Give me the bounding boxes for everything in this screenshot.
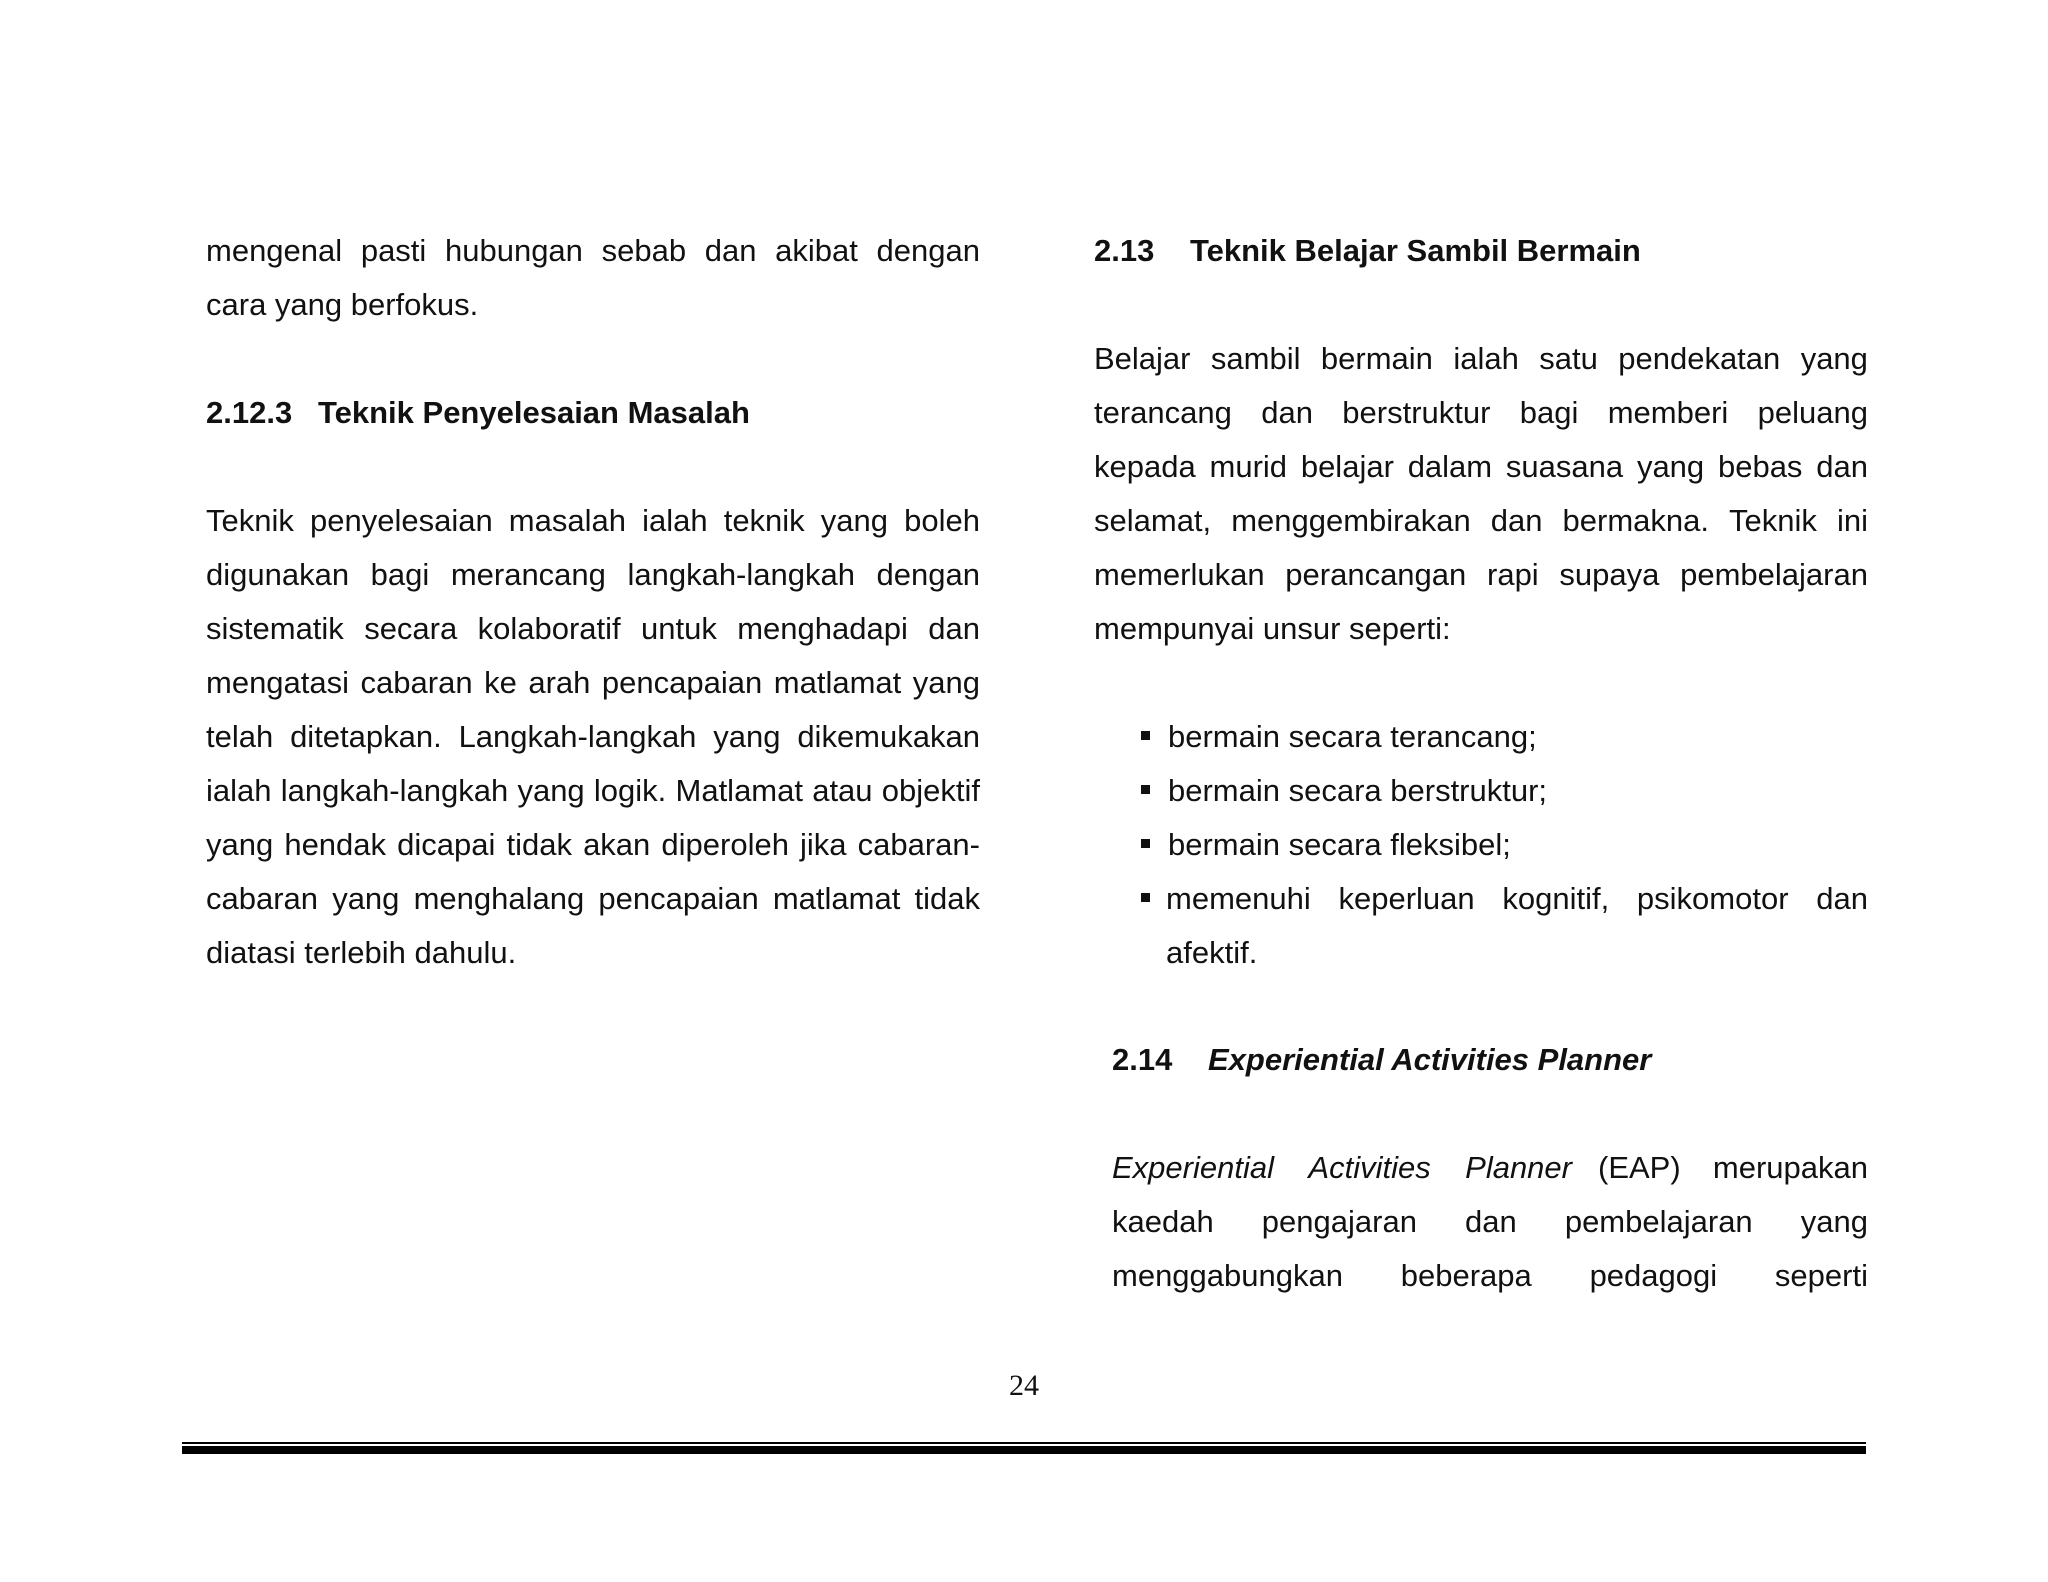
paragraph-line [1094,555,1868,595]
paragraph-line [1112,1148,1868,1188]
section-title: Teknik Penyelesaian Masalah [318,395,750,430]
eap-line-rest [1598,1148,1868,1188]
word: pembelajaran [1680,557,1868,592]
word: kepada [1094,449,1196,484]
word: kognitif, [1502,881,1610,916]
word: akan [583,827,651,862]
word: atau [812,773,873,808]
paragraph-line [206,663,980,703]
footer-rule-thin [182,1442,1866,1444]
word: jika [800,827,847,862]
word: tidak [506,827,572,862]
word: dengan [876,233,980,268]
word: pencapaian [598,881,759,916]
word: dalam [1407,449,1493,484]
word: dan [1261,395,1313,430]
word: keperluan [1338,881,1475,916]
continuation-line-2: cara yang berfokus. [206,287,479,322]
bullet-square-icon [1141,785,1150,794]
word: objektif [881,773,980,808]
paragraph-line [206,825,980,865]
word: menggabungkan [1112,1258,1343,1293]
section-title: Experiential Activities Planner [1208,1042,1652,1077]
word: tidak [914,881,980,916]
word: dan [928,611,980,646]
word: memberi [1607,395,1729,430]
word: yang [820,503,889,538]
word: Belajar [1094,341,1191,376]
word: arah [528,665,591,700]
word: menggembirakan [1231,503,1471,538]
paragraph-line [1094,393,1868,433]
paragraph-line: mempunyai unsur seperti: [1094,611,1451,646]
word: yang [1800,1204,1868,1239]
word: langkah-langkah [280,773,509,808]
word: langkah-langkah [627,557,855,592]
word: Planner [1465,1150,1572,1185]
section-number: 2.14 [1112,1042,1173,1077]
word: yang [332,881,400,916]
word: menghalang [413,881,585,916]
word: menghadapi [737,611,908,646]
word: supaya [1559,557,1660,592]
word: dan [1465,1204,1517,1239]
word: bagi [370,557,430,592]
word: Teknik [206,503,294,538]
word: kolaboratif [477,611,621,646]
word: memenuhi [1166,881,1311,916]
word: pencapaian [601,665,763,700]
section-title: Teknik Belajar Sambil Bermain [1190,233,1641,268]
word: belajar [1300,449,1394,484]
paragraph-line [1094,447,1868,487]
word: perancangan [1285,557,1467,592]
word: satu [1539,341,1598,376]
word: dicapai [397,827,496,862]
eap-italic-term [1112,1148,1572,1188]
word: yang [517,773,585,808]
word: dan [704,233,757,268]
list-item: bermain secara berstruktur; [1168,773,1548,808]
word: dan [1816,449,1868,484]
word: yang [206,827,274,862]
bullet-square-icon [1141,839,1150,848]
word: sebab [601,233,687,268]
word: selamat, [1094,503,1212,538]
word: pendekatan [1618,341,1781,376]
word: diperoleh [661,827,789,862]
word: dikemukakan [797,719,980,754]
word: akibat [775,233,858,268]
paragraph-line [1094,339,1868,379]
section-heading-2-14 [1112,1040,1651,1080]
word: Activities [1308,1150,1431,1185]
word: merupakan [1712,1150,1868,1185]
paragraph-line [1094,501,1868,541]
section-number: 2.12.3 [206,395,293,430]
paragraph-line: diatasi terlebih dahulu. [206,935,517,970]
word: pedagogi [1589,1258,1718,1293]
word: hendak [284,827,387,862]
word: beberapa [1400,1258,1532,1293]
continuation-line-1 [206,231,980,271]
word: yang [713,719,781,754]
word: peluang [1757,395,1868,430]
section-heading-2-13 [1094,231,1641,271]
word: matlamat [773,665,902,700]
word: Langkah-langkah [458,719,697,754]
word: telah [206,719,274,754]
word: ke [484,665,517,700]
word: memerlukan [1094,557,1265,592]
word: bermakna. [1562,503,1709,538]
word: digunakan [206,557,350,592]
paragraph-line [206,717,980,757]
word: yang [1636,449,1705,484]
word: logik. [593,773,667,808]
word: Experiential [1112,1150,1274,1185]
word: mengenal [206,233,343,268]
list-item: bermain secara fleksibel; [1168,827,1511,862]
word: hubungan [444,233,583,268]
word: kaedah [1112,1204,1214,1239]
section-number: 2.13 [1094,233,1155,268]
word: seperti [1774,1258,1868,1293]
section-heading-2-12-3 [206,393,750,433]
bullet-square-icon [1141,893,1150,902]
word: bebas [1717,449,1803,484]
word: psikomotor [1636,881,1789,916]
word: murid [1209,449,1288,484]
word: terancang [1094,395,1232,430]
word: pembelajaran [1564,1204,1753,1239]
word: dan [1816,881,1868,916]
word: ini [1836,503,1868,538]
word: merancang [450,557,606,592]
word: secara [364,611,458,646]
word: teknik [723,503,805,538]
list-item: bermain secara terancang; [1168,719,1537,754]
word: yang [1800,341,1868,376]
word: suasana [1505,449,1624,484]
word: pengajaran [1261,1204,1417,1239]
word: boleh [904,503,980,538]
word: yang [912,665,980,700]
word: penyelesaian [309,503,493,538]
word: ditetapkan. [290,719,442,754]
paragraph-line [206,879,980,919]
word: rapi [1487,557,1539,592]
footer-rule-thick [182,1446,1866,1454]
paragraph-line [206,555,980,595]
word: berstruktur [1342,395,1491,430]
word: masalah [508,503,626,538]
word: untuk [641,611,717,646]
word: pasti [360,233,427,268]
word: cabaran- [857,827,980,862]
word: sistematik [206,611,344,646]
list-item-continuation: afektif. [1166,935,1258,970]
word: matlamat [772,881,901,916]
word: dan [1490,503,1543,538]
word: ialah [642,503,708,538]
word: sambil [1210,341,1301,376]
word: bagi [1519,395,1579,430]
word: cabaran [360,665,473,700]
page-number: 24 [1009,1369,1039,1402]
paragraph-line [1112,1202,1868,1242]
bullet-square-icon [1141,731,1150,740]
paragraph-line [206,771,980,811]
word: bermain [1320,341,1433,376]
list-item [1166,879,1868,919]
paragraph-line [206,609,980,649]
word: ialah [1453,341,1519,376]
paragraph-line [206,501,980,541]
word: Matlamat [675,773,803,808]
word: dengan [876,557,980,592]
word: mengatasi [206,665,350,700]
word: cabaran [206,881,319,916]
word: ialah [206,773,272,808]
paragraph-line [1112,1256,1868,1296]
word: (EAP) [1598,1150,1681,1185]
word: Teknik [1729,503,1817,538]
